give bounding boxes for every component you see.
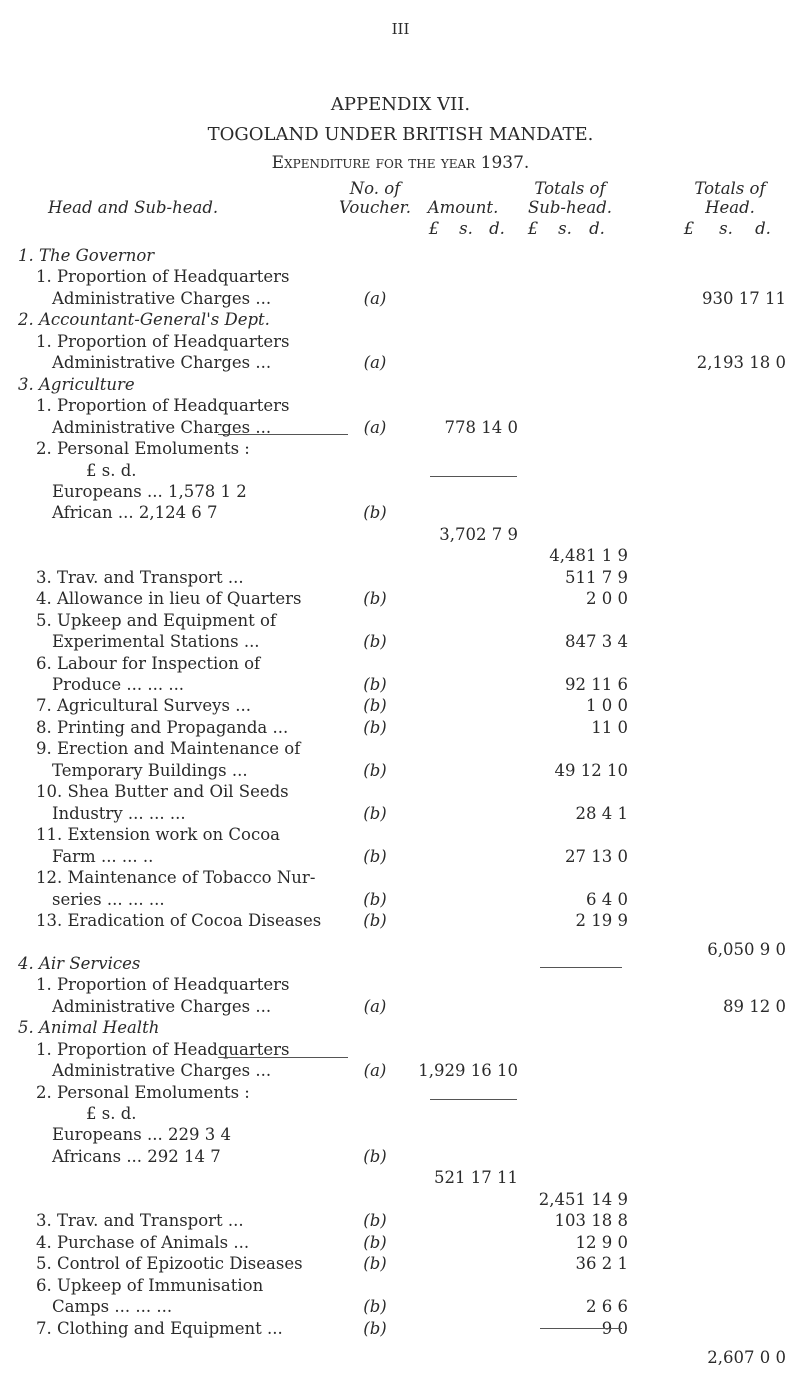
head-title: 4. Air Services	[18, 954, 141, 973]
head-total: 2,193 18 0	[696, 353, 786, 372]
subhead-total: 2,451 14 9	[538, 1190, 628, 1209]
page-title: TOGOLAND UNDER BRITISH MANDATE.	[207, 124, 594, 145]
voucher-ref: (b)	[363, 718, 387, 737]
subhead-total: 92 11 6	[565, 675, 628, 694]
row-label: 4. Purchase of Animals ...	[36, 1233, 250, 1252]
voucher-ref: (b)	[363, 589, 387, 608]
subhead-rule-animal-health	[540, 1328, 622, 1329]
row-label: Administrative Charges ...	[52, 353, 272, 372]
head-shilling-unit: s.	[719, 219, 733, 238]
header-amount: Amount.	[427, 198, 499, 217]
row-label: Experimental Stations ...	[52, 632, 260, 651]
voucher-ref: (b)	[363, 911, 387, 930]
voucher-ref: (b)	[363, 890, 387, 909]
row-label: 2. Personal Emoluments :	[36, 1083, 250, 1102]
row-label: £ s. d.	[86, 1104, 137, 1123]
voucher-ref: (b)	[363, 1147, 387, 1166]
emoluments-rule-agriculture	[218, 434, 348, 435]
row-label: 13. Eradication of Cocoa Diseases	[36, 911, 322, 930]
amount-shilling-unit: s.	[459, 219, 473, 238]
row-label: 6. Upkeep of Immunisation	[36, 1276, 264, 1295]
subhead-total: 847 3 4	[565, 632, 628, 651]
row-label: 7. Agricultural Surveys ...	[36, 696, 251, 715]
row-label: Administrative Charges ...	[52, 997, 272, 1016]
head-title: 1. The Governor	[18, 246, 155, 265]
voucher-ref: (b)	[363, 1254, 387, 1273]
head-pound-unit: £	[683, 219, 695, 238]
head-total: 2,607 0 0	[707, 1348, 786, 1367]
subhead-total: 1 0 0	[586, 696, 628, 715]
row-label: 1. Proportion of Headquarters	[36, 975, 290, 994]
row-label: series ... ... ...	[52, 890, 165, 909]
row-label: 1. Proportion of Headquarters	[36, 1040, 290, 1059]
subhead-total: 4,481 1 9	[549, 546, 628, 565]
head-title: 2. Accountant-General's Dept.	[18, 310, 270, 329]
row-label: 5. Control of Epizootic Diseases	[36, 1254, 303, 1273]
subhead-total: 2 19 9	[575, 911, 628, 930]
header-totals-head-line2: Head.	[705, 198, 755, 217]
subhead-rule-agriculture	[540, 967, 622, 968]
row-label: 11. Extension work on Cocoa	[36, 825, 280, 844]
subhead-pound-unit: £	[527, 219, 539, 238]
subhead-total: 511 7 9	[565, 568, 628, 587]
row-label: Industry ... ... ...	[52, 804, 186, 823]
row-label: Africans ... 292 14 7	[52, 1147, 221, 1166]
row-label: Administrative Charges ...	[52, 418, 272, 437]
voucher-ref: (b)	[363, 1233, 387, 1252]
row-label: 1. Proportion of Headquarters	[36, 396, 290, 415]
voucher-ref: (b)	[363, 696, 387, 715]
row-label: 3. Trav. and Transport ...	[36, 1211, 244, 1230]
row-label: 8. Printing and Propaganda ...	[36, 718, 289, 737]
row-label: Temporary Buildings ...	[52, 761, 248, 780]
head-total: 930 17 11	[702, 289, 786, 308]
row-label: 12. Maintenance of Tobacco Nur-	[36, 868, 316, 887]
header-head-subhead: Head and Sub-head.	[48, 198, 219, 217]
amount-pound-unit: £	[428, 219, 440, 238]
page-number: III	[391, 20, 410, 38]
row-label: Camps ... ... ...	[52, 1297, 173, 1316]
subhead-total: 11 0	[591, 718, 628, 737]
voucher-ref: (b)	[363, 675, 387, 694]
header-voucher-line2: Voucher.	[339, 198, 411, 217]
amount-value: 778 14 0	[444, 418, 518, 437]
voucher-ref: (b)	[363, 503, 387, 522]
subhead-total: 6 4 0	[586, 890, 628, 909]
head-total: 89 12 0	[723, 997, 786, 1016]
voucher-ref: (a)	[363, 353, 387, 372]
voucher-ref: (b)	[363, 804, 387, 823]
row-label: Produce ... ... ...	[52, 675, 185, 694]
row-label: 1. Proportion of Headquarters	[36, 267, 290, 286]
voucher-ref: (a)	[363, 289, 387, 308]
amount-value: 3,702 7 9	[439, 525, 518, 544]
header-totals-subhead-line2: Sub-head.	[527, 198, 613, 217]
row-label: 9. Erection and Maintenance of	[36, 739, 301, 758]
row-label: Farm ... ... ..	[52, 847, 154, 866]
header-totals-subhead-line1: Totals of	[534, 179, 606, 198]
page-subtitle: Expenditure for the year 1937.	[271, 153, 530, 173]
voucher-ref: (b)	[363, 1297, 387, 1316]
head-pence-unit: d.	[755, 219, 771, 238]
voucher-ref: (a)	[363, 997, 387, 1016]
row-label: 6. Labour for Inspection of	[36, 654, 261, 673]
row-label: 4. Allowance in lieu of Quarters	[36, 589, 302, 608]
row-label: Europeans ... 1,578 1 2	[52, 482, 247, 501]
row-label: African ... 2,124 6 7	[52, 503, 218, 522]
row-label: 5. Upkeep and Equipment of	[36, 611, 277, 630]
emoluments-rule-animal-health	[218, 1057, 348, 1058]
subhead-total: 12 9 0	[575, 1233, 628, 1252]
head-total: 6,050 9 0	[707, 940, 786, 959]
voucher-ref: (a)	[363, 1061, 387, 1080]
appendix-heading: APPENDIX VII.	[330, 94, 471, 115]
voucher-ref: (b)	[363, 847, 387, 866]
row-label: Administrative Charges ...	[52, 1061, 272, 1080]
row-label: 1. Proportion of Headquarters	[36, 332, 290, 351]
subhead-total: 49 12 10	[554, 761, 628, 780]
voucher-ref: (b)	[363, 1319, 387, 1338]
head-title: 3. Agriculture	[18, 375, 135, 394]
voucher-ref: (a)	[363, 418, 387, 437]
subhead-pence-unit: d.	[589, 219, 605, 238]
voucher-ref: (b)	[363, 632, 387, 651]
voucher-ref: (b)	[363, 761, 387, 780]
amount-pence-unit: d.	[489, 219, 505, 238]
subhead-total: 103 18 8	[554, 1211, 628, 1230]
head-title: 5. Animal Health	[18, 1018, 160, 1037]
amount-value: 521 17 11	[434, 1168, 518, 1187]
subhead-shilling-unit: s.	[558, 219, 572, 238]
amount-rule-animal-health	[430, 1099, 517, 1100]
subhead-total: 9 0	[601, 1319, 628, 1338]
subhead-total: 2 0 0	[586, 589, 628, 608]
subhead-total: 2 6 6	[586, 1297, 628, 1316]
amount-rule-agriculture	[430, 476, 517, 477]
header-voucher-line1: No. of	[349, 179, 401, 198]
row-label: 3. Trav. and Transport ...	[36, 568, 244, 587]
row-label: 7. Clothing and Equipment ...	[36, 1319, 283, 1338]
header-totals-head-line1: Totals of	[694, 179, 766, 198]
subhead-total: 28 4 1	[575, 804, 628, 823]
amount-value: 1,929 16 10	[418, 1061, 518, 1080]
row-label: £ s. d.	[86, 461, 137, 480]
subhead-total: 27 13 0	[565, 847, 628, 866]
row-label: 2. Personal Emoluments :	[36, 439, 250, 458]
row-label: Administrative Charges ...	[52, 289, 272, 308]
voucher-ref: (b)	[363, 1211, 387, 1230]
row-label: 10. Shea Butter and Oil Seeds	[36, 782, 289, 801]
subhead-total: 36 2 1	[575, 1254, 628, 1273]
row-label: Europeans ... 229 3 4	[52, 1125, 231, 1144]
